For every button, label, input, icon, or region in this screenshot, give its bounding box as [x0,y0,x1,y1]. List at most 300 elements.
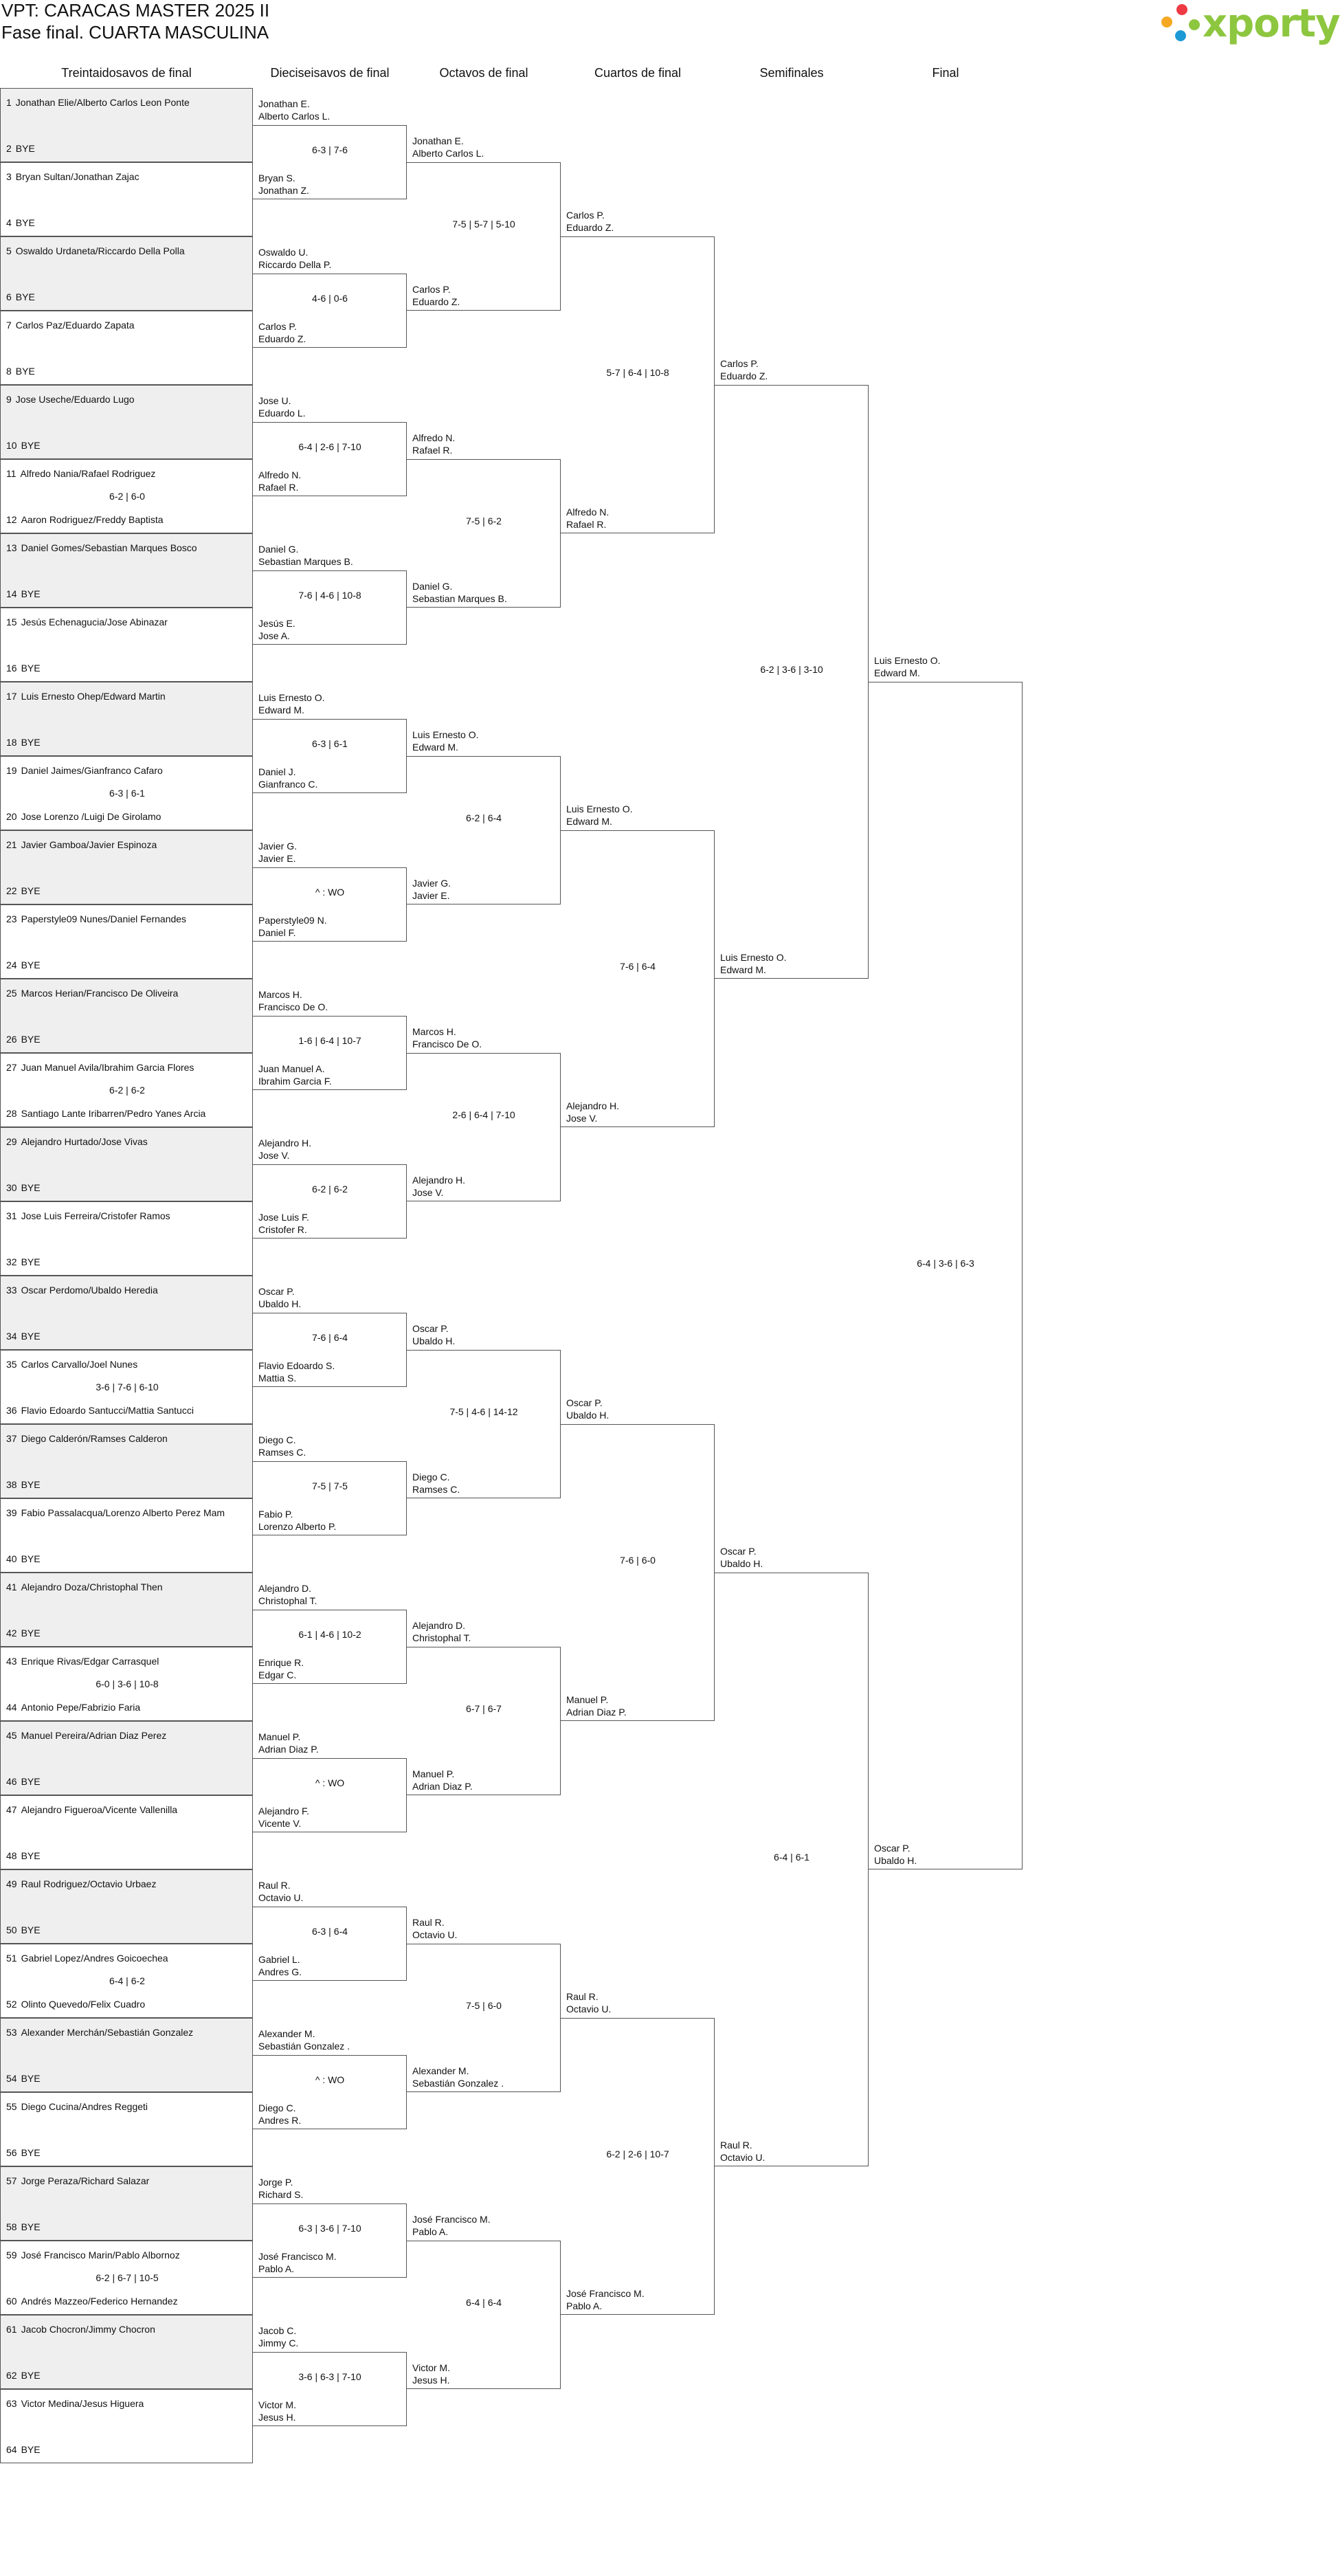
round-header-r8: Octavos de final [439,66,528,80]
player-name: Alejandro F. [258,1806,309,1817]
r32-bottom-team [6,440,41,451]
player-name: Raul R. [720,2140,752,2151]
team-name: Oscar Perdomo/Ubaldo Heredia [21,1285,158,1296]
r8-match-score: 7-5 | 6-2 [466,515,502,526]
player-name: Carlos P. [258,321,297,332]
team-name: Alexander Merchán/Sebastián Gonzalez [21,2027,194,2038]
r16-team-b [258,2250,337,2275]
r8-team-a [412,1025,482,1050]
r16-match-score: 6-3 | 3-6 | 7-10 [298,2223,361,2234]
player-name: Jose A. [258,630,290,641]
r32-match[interactable] [0,1869,253,1944]
player-name: Alfredo N. [566,507,610,518]
player-name: Vicente V. [258,1818,302,1829]
player-name: Lorenzo Alberto P. [258,1521,337,1532]
player-name: Eduardo Z. [258,333,306,344]
team-name: BYE [21,1628,41,1639]
seed-number: 31 [6,1210,17,1221]
r16-match-score: ^ : WO [315,887,345,898]
r32-bottom-team [6,1553,41,1564]
r32-bottom-team [6,2296,178,2307]
player-name: Fabio P. [258,1509,293,1520]
r16-match-score: ^ : WO [315,2074,345,2085]
team-name: BYE [21,440,41,451]
player-name: Octavio U. [566,2003,612,2014]
r16-match-score: ^ : WO [315,1777,345,1788]
seed-number: 40 [6,1553,17,1564]
team-name: Paperstyle09 Nunes/Daniel Fernandes [21,913,187,924]
r32-match[interactable] [0,1424,253,1498]
player-name: Bryan S. [258,173,295,184]
r32-match[interactable] [0,459,253,533]
logo-dot-blue [1175,30,1186,41]
player-name: Manuel P. [566,1694,609,1705]
r8-match-score: 6-4 | 6-4 [466,2297,502,2308]
r16-match-score: 1-6 | 6-4 | 10-7 [298,1035,361,1046]
seed-number: 16 [6,663,17,674]
r32-match[interactable] [0,533,253,608]
r32-bottom-team [6,1479,41,1490]
r32-top-team [6,2250,180,2261]
team-name: Enrique Rivas/Edgar Carrasquel [21,1656,159,1667]
player-name: Paperstyle09 N. [258,915,327,926]
player-name: Jonathan E. [412,135,464,146]
sf-team-a [720,1545,763,1570]
player-name: Carlos P. [412,284,451,295]
r32-bottom-team [6,1702,140,1713]
player-name: Raul R. [566,1991,599,2002]
team-name: Gabriel Lopez/Andres Goicoechea [21,1953,168,1964]
r8-match-score: 7-5 | 5-7 | 5-10 [452,219,515,230]
team-name: BYE [21,588,41,599]
r16-match-score: 6-3 | 6-1 [312,738,348,749]
qf-match-bracket[interactable] [561,2018,715,2315]
match-score: 6-2 | 6-7 | 10-5 [96,2272,159,2283]
team-name: Jose Lorenzo /Luigi De Girolamo [21,811,161,822]
r32-match[interactable] [0,1944,253,2018]
r16-team-a [258,1879,303,1904]
player-name: José Francisco M. [412,2214,491,2225]
r16-team-b [258,1211,309,1236]
r32-top-team [6,97,190,108]
team-name: Flavio Edoardo Santucci/Mattia Santucci [21,1405,194,1416]
seed-number: 23 [6,913,17,924]
match-score: 6-2 | 6-2 [109,1085,145,1096]
player-name: Diego C. [258,1434,296,1445]
r32-bottom-team [6,588,41,599]
r32-top-team [6,468,155,479]
player-name: Ubaldo H. [874,1855,917,1866]
player-name: Javier E. [258,853,296,864]
r16-team-a [258,1285,301,1310]
r8-match-score: 6-7 | 6-7 [466,1703,502,1714]
player-name: Manuel P. [258,1731,301,1742]
qf-team-a [566,209,614,234]
player-name: Edward M. [720,964,766,975]
player-name: Enrique R. [258,1657,304,1668]
team-name: Raul Rodriguez/Octavio Urbaez [21,1878,157,1889]
player-name: Andres G. [258,1966,302,1977]
player-name: Daniel G. [412,581,453,592]
team-name: BYE [21,2444,41,2455]
seed-number: 54 [6,2073,17,2084]
seed-number: 53 [6,2027,17,2038]
seed-number: 5 [6,245,12,256]
player-name: Eduardo Z. [566,222,614,233]
r32-bottom-team [6,1924,41,1935]
r32-bottom-team [6,217,35,228]
team-name: BYE [21,1776,41,1787]
logo-text: xporty [1203,1,1340,46]
r32-match[interactable] [0,385,253,459]
r16-team-b [258,914,327,939]
seed-number: 27 [6,1062,17,1073]
player-name: Ubaldo H. [720,1558,763,1569]
r16-match-score: 7-5 | 7-5 [312,1480,348,1491]
seed-number: 7 [6,320,12,331]
r16-team-a [258,1137,311,1162]
xporty-logo[interactable] [1160,1,1340,48]
seed-number: 4 [6,217,12,228]
r32-bottom-team [6,959,41,970]
r32-top-team [6,1656,159,1667]
seed-number: 2 [6,143,12,154]
team-name: BYE [21,885,41,896]
r32-top-team [6,839,157,850]
r32-bottom-team [6,1405,194,1416]
team-name: BYE [21,2147,41,2158]
team-name: BYE [21,1182,41,1193]
r32-top-team [6,691,166,702]
r32-match[interactable] [0,904,253,979]
team-name: Marcos Herian/Francisco De Oliveira [21,988,179,999]
r32-match[interactable] [0,2389,253,2463]
r16-match-score: 7-6 | 6-4 [312,1332,348,1343]
qf-team-b [566,506,609,531]
seed-number: 42 [6,1628,17,1639]
seed-number: 24 [6,959,17,970]
seed-number: 49 [6,1878,17,1889]
player-name: Daniel F. [258,927,296,938]
match-score: 6-0 | 3-6 | 10-8 [96,1678,159,1689]
team-name: Antonio Pepe/Fabrizio Faria [21,1702,141,1713]
r32-top-team [6,542,197,553]
player-name: Oscar P. [720,1546,757,1557]
r16-team-b [258,1805,309,1830]
sf-match-bracket[interactable] [715,1573,869,2166]
player-name: Raul R. [258,1880,291,1891]
team-name: BYE [21,2370,41,2381]
player-name: Edward M. [258,704,304,715]
r16-team-a [258,1434,306,1458]
team-name: Jesús Echenagucia/Jose Abinazar [21,617,168,628]
seed-number: 11 [6,468,16,479]
player-name: Javier G. [412,878,451,889]
player-name: Ramses C. [258,1447,306,1458]
seed-number: 55 [6,2101,17,2112]
r32-match[interactable] [0,1276,253,1350]
r32-match[interactable] [0,682,253,756]
seed-number: 1 [6,97,12,108]
player-name: José Francisco M. [566,2288,645,2299]
team-name: BYE [21,2073,41,2084]
r32-top-team [6,2175,149,2186]
seed-number: 6 [6,291,12,302]
player-name: Cristofer R. [258,1224,307,1235]
seed-number: 29 [6,1136,17,1147]
sf-match-bracket[interactable] [715,385,869,979]
r32-top-team [6,1730,166,1741]
player-name: Rafael R. [412,445,453,456]
team-name: Diego Cucina/Andres Reggeti [21,2101,148,2112]
player-name: Gabriel L. [258,1954,300,1965]
seed-number: 34 [6,1331,17,1342]
r32-top-team [6,1062,194,1073]
r8-team-a [412,1322,455,1347]
team-name: Santiago Lante Iribarren/Pedro Yanes Arcia [21,1108,206,1119]
seed-number: 61 [6,2324,17,2335]
r32-match[interactable] [0,1721,253,1795]
logo-dot-orange [1161,16,1172,27]
player-name: Luis Ernesto O. [874,655,941,666]
r32-bottom-team [6,1999,145,2010]
r32-top-team [6,1285,158,1296]
team-name: BYE [21,1553,41,1564]
qf-match-score: 7-6 | 6-4 [620,961,656,972]
logo-dot-red [1176,4,1187,15]
player-name: José Francisco M. [258,2251,337,2262]
sf-match-score: 6-2 | 3-6 | 3-10 [760,664,823,675]
r32-bottom-team [6,291,35,302]
r8-team-a [412,432,455,456]
player-name: Pablo A. [566,2300,603,2311]
r32-top-team [6,1210,170,1221]
r32-match[interactable] [0,979,253,1053]
r32-match[interactable] [0,1795,253,1869]
r32-match[interactable] [0,756,253,830]
r32-match[interactable] [0,236,253,311]
player-name: Oscar P. [874,1843,911,1854]
player-name: Alejandro D. [412,1620,466,1631]
player-name: Alejandro H. [566,1100,620,1111]
team-name: José Francisco Marin/Pablo Albornoz [21,2250,180,2261]
seed-number: 48 [6,1850,17,1861]
seed-number: 57 [6,2175,17,2186]
player-name: Diego C. [258,2102,296,2113]
r16-team-a [258,691,325,716]
player-name: Oscar P. [566,1397,603,1408]
r16-team-b [258,469,301,493]
player-name: Luis Ernesto O. [566,803,633,814]
team-name: Jacob Chocron/Jimmy Chocron [21,2324,155,2335]
player-name: Marcos H. [258,989,302,1000]
r32-top-team [6,1804,177,1815]
r32-match[interactable] [0,1201,253,1276]
r32-match[interactable] [0,1053,253,1127]
player-name: Javier E. [412,890,450,901]
seed-number: 36 [6,1405,17,1416]
player-name: Ubaldo H. [412,1335,456,1346]
seed-number: 25 [6,988,17,999]
round-header-sf: Semifinales [759,66,824,80]
r16-match-score: 6-1 | 4-6 | 10-2 [298,1629,361,1640]
r16-team-a [258,2324,298,2349]
r32-top-team [6,171,139,182]
r32-match[interactable] [0,1573,253,1647]
r32-bottom-team [6,1182,41,1193]
player-name: Jose V. [566,1113,598,1124]
team-name: Oswaldo Urdaneta/Riccardo Della Polla [15,245,185,256]
seed-number: 64 [6,2444,17,2455]
seed-number: 52 [6,1999,17,2010]
team-name: Fabio Passalacqua/Lorenzo Alberto Perez Mam [21,1507,225,1518]
seed-number: 63 [6,2398,17,2409]
team-name: Carlos Carvallo/Joel Nunes [21,1359,138,1370]
player-name: Jesus H. [258,2412,296,2423]
player-name: Rafael R. [258,482,299,493]
r32-match[interactable] [0,1498,253,1573]
player-name: Luis Ernesto O. [258,692,325,703]
seed-number: 51 [6,1953,17,1964]
team-name: Carlos Paz/Eduardo Zapata [15,320,135,331]
round-header-r16: Dieciseisavos de final [270,66,390,80]
seed-number: 13 [6,542,17,553]
team-name: BYE [21,2221,41,2232]
r32-match[interactable] [0,2315,253,2389]
player-name: Octavio U. [412,1929,458,1940]
r8-match-score: 2-6 | 6-4 | 7-10 [452,1109,515,1120]
team-name: BYE [15,366,35,377]
player-name: Manuel P. [412,1768,455,1779]
team-name: Alejandro Figueroa/Vicente Vallenilla [21,1804,178,1815]
qf-team-b [566,2287,645,2312]
player-name: Pablo A. [412,2226,449,2237]
r16-team-b [258,1359,335,1384]
r32-match[interactable] [0,88,253,162]
r32-top-team [6,765,163,776]
r32-match[interactable] [0,311,253,385]
r8-team-a [412,2213,491,2238]
seed-number: 56 [6,2147,17,2158]
seed-number: 30 [6,1182,17,1193]
sf-team-b [720,951,787,976]
round-header-r32: Treintaidosavos de final [61,66,192,80]
qf-match-score: 6-2 | 2-6 | 10-7 [606,2148,669,2159]
r32-top-team [6,2398,144,2409]
player-name: Flavio Edoardo S. [258,1360,335,1371]
seed-number: 18 [6,737,17,748]
round-header-qf: Cuartos de final [594,66,682,80]
player-name: Riccardo Della P. [258,259,332,270]
player-name: Jesús E. [258,618,295,629]
player-name: Andres R. [258,2115,302,2126]
r32-top-team [6,1359,137,1370]
qf-match-bracket[interactable] [561,830,715,1127]
r8-match-score: 7-5 | 6-0 [466,2000,502,2011]
r32-match[interactable] [0,2166,253,2241]
r16-team-a [258,2176,303,2201]
r32-match[interactable] [0,1127,253,1201]
qf-team-a [566,803,633,828]
team-name: BYE [21,959,41,970]
final-team-b [874,1842,917,1867]
r16-team-b [258,2102,301,2127]
qf-match-bracket[interactable] [561,1424,715,1721]
r32-bottom-team [6,1628,41,1639]
player-name: Jonathan E. [258,98,310,109]
seed-number: 21 [6,839,17,850]
team-name: BYE [15,143,35,154]
seed-number: 15 [6,617,17,628]
player-name: Luis Ernesto O. [412,729,479,740]
qf-match-score: 7-6 | 6-0 [620,1555,656,1566]
player-name: Edward M. [412,742,458,753]
player-name: Alejandro H. [258,1137,312,1148]
r32-top-team [6,245,185,256]
r8-match-score: 7-5 | 4-6 | 14-12 [449,1406,518,1417]
player-name: Alexander M. [258,2028,315,2039]
seed-number: 3 [6,171,12,182]
final-match-bracket[interactable] [869,682,1023,1869]
sf-match-score: 6-4 | 6-1 [774,1852,809,1863]
r32-match[interactable] [0,2241,253,2315]
player-name: Jorge P. [258,2177,293,2188]
player-name: Rafael R. [566,519,607,530]
player-name: Diego C. [412,1472,450,1483]
r32-match[interactable] [0,2092,253,2166]
team-name: Juan Manuel Avila/Ibrahim Garcia Flores [21,1062,194,1073]
r32-bottom-team [6,2147,41,2158]
r8-team-a [412,1619,471,1644]
qf-match-bracket[interactable] [561,236,715,533]
player-name: Alejandro H. [412,1175,466,1186]
team-name: Manuel Pereira/Adrian Diaz Perez [21,1730,167,1741]
r32-match[interactable] [0,1647,253,1721]
r16-team-a [258,840,297,865]
player-name: Octavio U. [258,1892,304,1903]
player-name: Francisco De O. [412,1039,482,1050]
match-score: 6-3 | 6-1 [109,788,145,799]
r32-match[interactable] [0,162,253,236]
seed-number: 47 [6,1804,17,1815]
r32-match[interactable] [0,1350,253,1424]
seed-number: 41 [6,1581,17,1592]
r32-match[interactable] [0,830,253,904]
r32-bottom-team [6,885,41,896]
r32-top-team [6,1953,168,1964]
r32-bottom-team [6,366,35,377]
r8-team-b [412,1471,460,1496]
sf-team-b [720,2139,765,2164]
player-name: Daniel G. [258,544,299,555]
player-name: Victor M. [258,2399,296,2410]
r16-team-a [258,543,353,568]
team-name: Alfredo Nania/Rafael Rodriguez [20,468,156,479]
sf-team-a [720,357,768,382]
player-name: Jesus H. [412,2375,450,2386]
seed-number: 45 [6,1730,17,1741]
r8-team-a [412,135,484,159]
seed-number: 46 [6,1776,17,1787]
player-name: Alejandro D. [258,1583,312,1594]
seed-number: 60 [6,2296,17,2307]
seed-number: 12 [6,514,17,525]
team-name: Bryan Sultan/Jonathan Zajac [15,171,139,182]
r32-match[interactable] [0,2018,253,2092]
r16-team-b [258,1953,302,1978]
r32-match[interactable] [0,608,253,682]
r16-team-b [258,1508,336,1533]
